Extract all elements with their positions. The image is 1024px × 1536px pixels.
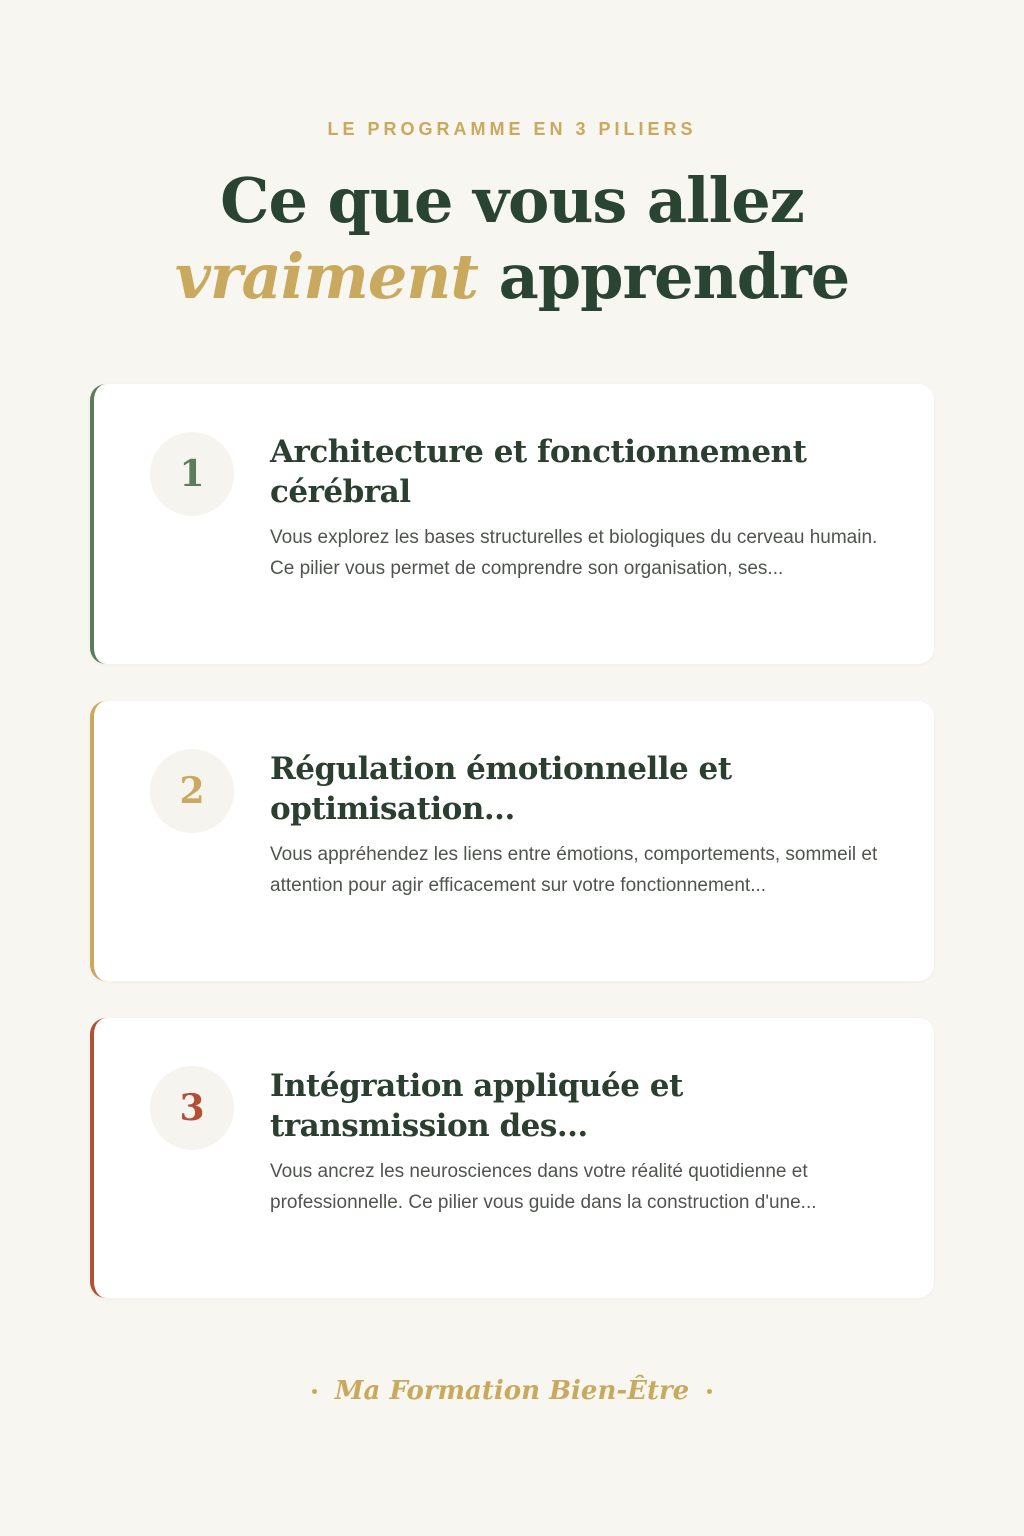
- section-eyebrow: LE PROGRAMME EN 3 PILIERS: [327, 119, 697, 139]
- pillar-description: Vous appréhendez les liens entre émotions, comportements, sommeil et attention pour agir efficacement sur votre fonctionnement...: [270, 844, 878, 896]
- pillar-title: Régulation émotionnelle et optimisation...: [270, 751, 732, 827]
- dot-icon: [707, 1389, 712, 1394]
- title-line-2-end: apprendre: [498, 240, 850, 313]
- pillar-card-2[interactable]: [90, 701, 934, 981]
- pillar-description: Vous ancrez les neurosciences dans votre réalité quotidienne et professionnelle. Ce pilier vous guide dans la construction d'une...: [270, 1161, 817, 1213]
- page-title: [0, 163, 1024, 315]
- pillar-card-3[interactable]: [90, 1018, 934, 1298]
- pillar-title: Architecture et fonctionnement cérébral: [270, 434, 807, 510]
- pillar-title: Intégration appliquée et transmission des...: [270, 1068, 683, 1144]
- title-accent-word: vraiment: [174, 240, 479, 313]
- footer-brand-name: Ma Formation Bien-Être: [334, 1376, 690, 1406]
- pillar-description: Vous explorez les bases structurelles et biologiques du cerveau humain. Ce pilier vous permet de comprendre son organisation, ses...: [270, 527, 878, 579]
- pillar-number-badge: 3: [150, 1066, 234, 1150]
- pillar-number-badge: 1: [150, 432, 234, 516]
- footer-brand: [0, 1376, 1024, 1406]
- dot-icon: [312, 1389, 317, 1394]
- pillar-number-badge: 2: [150, 749, 234, 833]
- pillar-card-1[interactable]: [90, 384, 934, 664]
- title-line-1: Ce que vous allez: [220, 164, 804, 237]
